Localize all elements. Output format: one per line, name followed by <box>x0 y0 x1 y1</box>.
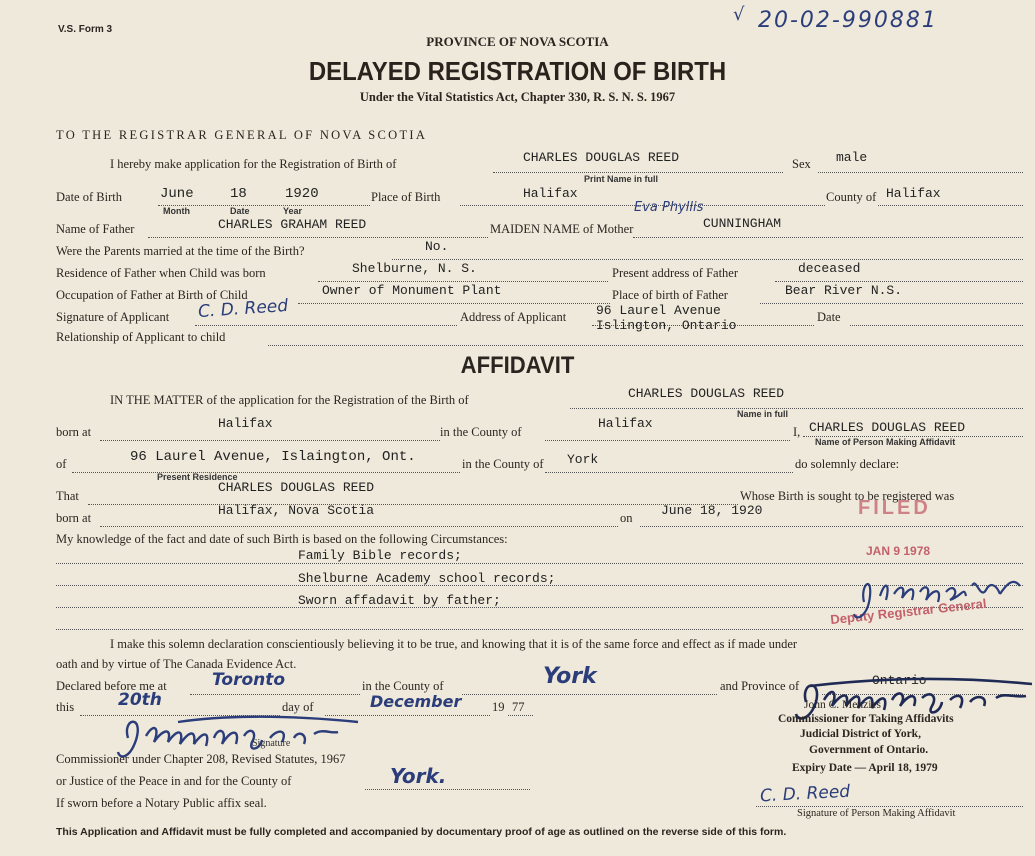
present-address-value: deceased <box>798 261 861 276</box>
sex-value: male <box>836 150 868 165</box>
form-id: V.S. Form 3 <box>58 24 113 35</box>
affidavit-name-caption: Name in full <box>737 409 789 419</box>
county2-label: in the County of <box>462 457 544 471</box>
applicant-signature: C. D. Reed <box>197 295 289 323</box>
filed-date-stamp: JAN 9 1978 <box>866 544 931 558</box>
father-birthplace-value: Bear River N.S. <box>785 283 903 298</box>
on-label: on <box>620 511 633 525</box>
on-date: June 18, 1920 <box>661 503 763 518</box>
this-label: this <box>56 700 75 714</box>
residence-label: Residence of Father when Child was born <box>56 266 266 280</box>
born-at2-value: Halifax, Nova Scotia <box>218 503 375 518</box>
father-name: CHARLES GRAHAM REED <box>218 217 367 232</box>
married-value: No. <box>425 239 449 254</box>
affidavit-child-name: CHARLES DOUGLAS REED <box>628 386 785 401</box>
affidavit-heading: AFFIDAVIT <box>460 352 575 379</box>
address-line2: Islington, Ontario <box>596 318 737 333</box>
footer-note: This Application and Affidavit must be fully completed and accompanied by documentary proof of age as outlined on the reverse side of this form. <box>56 826 787 838</box>
declaration-line1: I make this solemn declaration conscientiously believing it to be true, and knowing that it is of the same force and effect as if made under <box>110 637 798 651</box>
present-address-label: Present address of Father <box>612 266 739 280</box>
addressee: TO THE REGISTRAR GENERAL OF NOVA SCOTIA <box>56 128 428 142</box>
dob-date: 18 <box>230 186 247 202</box>
declaration-line2: oath and by virtue of The Canada Evidence Act. <box>56 657 297 671</box>
place-value: Halifax <box>523 186 578 201</box>
month-caption: Month <box>163 206 190 216</box>
form-subtitle: Under the Vital Statistics Act, Chapter 330, R. S. N. S. 1967 <box>359 90 676 104</box>
person-signature-caption: Signature of Person Making Affidavit <box>797 808 956 819</box>
name-caption: Print Name in full <box>584 174 659 184</box>
whose-label: Whose Birth is sought to be registered was <box>740 489 955 503</box>
county-label: County of <box>826 190 877 204</box>
mother-first-names: Eva Phyllis <box>634 200 704 215</box>
date-label: Date <box>817 310 841 324</box>
county3-label: in the County of <box>362 679 444 693</box>
notary-text: If sworn before a Notary Public affix seal. <box>56 796 267 810</box>
evidence-item: Shelburne Academy school records; <box>298 571 556 586</box>
commissioner-district: Judicial District of York, <box>800 728 921 740</box>
year-prefix: 19 <box>492 700 505 714</box>
day-of-label: day of <box>282 700 314 714</box>
sex-label: Sex <box>792 157 811 171</box>
commissioner-name: John C. Menzies <box>804 699 881 711</box>
declared-place: Toronto <box>212 670 286 690</box>
address-line1: 96 Laurel Avenue <box>596 303 721 318</box>
declared-month: December <box>370 692 462 711</box>
dob-year: 1920 <box>285 186 319 202</box>
father-label: Name of Father <box>56 222 135 236</box>
residence-value: Shelburne, N. S. <box>352 261 477 276</box>
application-intro: I hereby make application for the Registration of Birth of <box>110 157 397 171</box>
person-signature: C. D. Reed <box>759 781 851 807</box>
registration-number: 20-02-990881 <box>758 8 938 33</box>
commissioner-text: Commissioner under Chapter 208, Revised Statutes, 1967 <box>56 752 346 766</box>
filed-stamp: FILED <box>858 497 931 519</box>
born-at2-label: born at <box>56 511 92 525</box>
born-at-label: born at <box>56 425 92 439</box>
signature-caption: Signature <box>252 738 291 749</box>
child-name: CHARLES DOUGLAS REED <box>523 150 680 165</box>
declared-day: 20th <box>118 690 162 710</box>
county3-value: York <box>543 664 597 689</box>
knowledge-text: My knowledge of the fact and date of such Birth is based on the following Circumstances: <box>56 532 508 546</box>
commissioner-government: Government of Ontario. <box>809 744 929 756</box>
justice-text: or Justice of the Peace in and for the County of <box>56 774 292 788</box>
deponent-caption: Name of Person Making Affidavit <box>815 437 956 447</box>
registration-check: √ <box>733 4 745 25</box>
married-label: Were the Parents married at the time of the Birth? <box>56 244 305 258</box>
commissioner-title: Commissioner for Taking Affidavits <box>778 713 954 725</box>
year-suffix: 77 <box>512 700 525 714</box>
place-label: Place of Birth <box>371 190 441 204</box>
i-label: I, <box>793 425 801 439</box>
evidence-item: Sworn affadavit by father; <box>298 593 501 608</box>
signature-label: Signature of Applicant <box>56 310 170 324</box>
father-birthplace-label: Place of birth of Father <box>612 288 728 302</box>
address-label: Address of Applicant <box>460 310 567 324</box>
dob-month: June <box>160 186 194 202</box>
date-caption: Date <box>230 206 250 216</box>
mother-surname: CUNNINGHAM <box>703 216 782 231</box>
occupation-label: Occupation of Father at Birth of Child <box>56 288 248 302</box>
year-caption: Year <box>283 206 303 216</box>
matter-text: IN THE MATTER of the application for the Registration of the Birth of <box>110 393 469 407</box>
justice-county: York. <box>390 764 447 788</box>
county2-value: York <box>567 452 599 467</box>
residence-caption: Present Residence <box>157 472 238 482</box>
declare-label: do solemnly declare: <box>795 457 900 471</box>
dob-label: Date of Birth <box>56 190 122 204</box>
that-label: That <box>56 489 79 503</box>
occupation-value: Owner of Monument Plant <box>322 283 502 298</box>
declared-label: Declared before me at <box>56 679 167 693</box>
registrar-signature <box>850 556 1030 626</box>
province-label: and Province of <box>720 679 800 693</box>
relationship-label: Relationship of Applicant to child <box>56 330 226 344</box>
province-value: Ontario <box>872 673 927 688</box>
of-label: of <box>56 457 67 471</box>
mother-label: MAIDEN NAME of Mother <box>490 222 634 236</box>
evidence-item: Family Bible records; <box>298 548 462 563</box>
deponent-name: CHARLES DOUGLAS REED <box>809 420 966 435</box>
born-county-value: Halifax <box>598 416 653 431</box>
county-value: Halifax <box>886 186 941 201</box>
form-title: DELAYED REGISTRATION OF BIRTH <box>308 56 727 86</box>
born-at-value: Halifax <box>218 416 273 431</box>
that-name: CHARLES DOUGLAS REED <box>218 480 375 495</box>
born-county-label: in the County of <box>440 425 522 439</box>
registrar-title-stamp: Deputy Registrar General <box>829 595 988 628</box>
province-heading: PROVINCE OF NOVA SCOTIA <box>426 34 609 49</box>
deponent-residence: 96 Laurel Avenue, Islaington, Ont. <box>130 449 416 465</box>
commissioner-expiry: Expiry Date — April 18, 1979 <box>792 762 938 774</box>
